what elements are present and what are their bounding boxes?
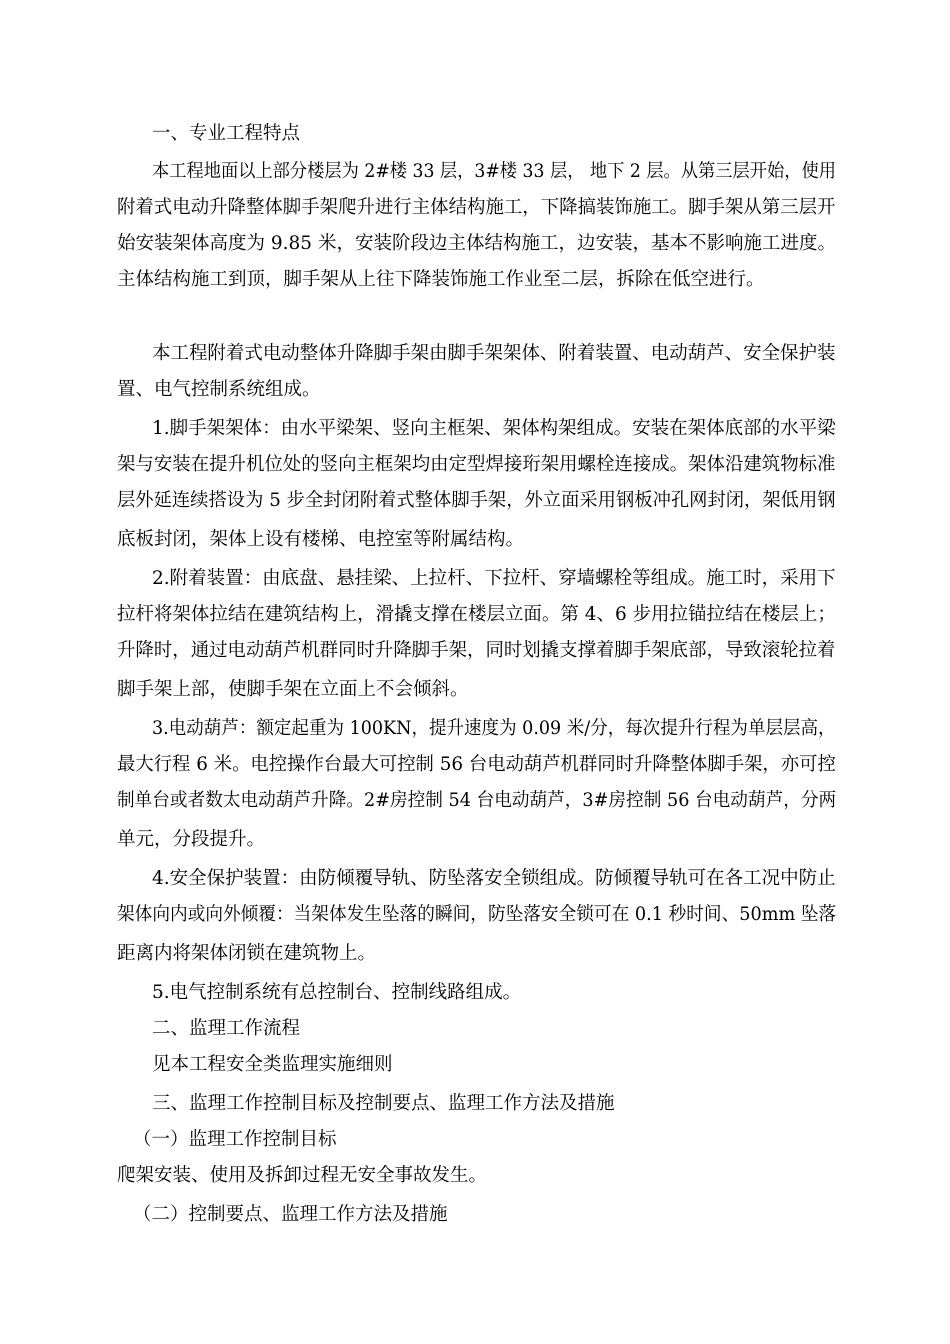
para-1-line-1: 本工程地面以上部分楼层为 2#楼 33 层，3#楼 33 层， 地下 2 层。从第三层开始，使用 (152, 161, 836, 182)
item-3-line-1: 3.电动葫芦：额定起重为 100KN，提升速度为 0.09 米/分，每次提升行程为单层层高， (152, 718, 836, 739)
para-1-line-3: 始安装架体高度为 9.85 米，安装阶段边主体结构施工，边安装，基本不影响施工进度。 (117, 233, 836, 254)
para-1-line-2: 附着式电动升降整体脚手架爬升进行主体结构施工，下降搞装饰施工。脚手架从第三层开 (117, 197, 836, 218)
item-2-line-2: 拉杆将架体拉结在建筑结构上，滑撬支撑在楼层立面。第 4、6 步用拉锚拉结在楼层上； (117, 604, 836, 625)
item-4-line-3: 距离内将架体闭锁在建筑物上。 (117, 943, 377, 964)
subheading-3-1: （一）监理工作控制目标 (133, 1129, 337, 1150)
item-2-line-1: 2.附着装置：由底盘、悬挂梁、上拉杆、下拉杆、穿墙螺栓等组成。施工时，采用下 (152, 568, 836, 589)
heading-3: 三、监理工作控制目标及控制要点、监理工作方法及措施 (152, 1093, 615, 1114)
para-1-line-4: 主体结构施工到顶，脚手架从上往下降装饰施工作业至二层，拆除在低空进行。 (117, 269, 765, 290)
item-1-line-3: 层外延连续搭设为 5 步全封闭附着式整体脚手架，外立面采用钢板冲孔网封闭，架低用钢 (117, 490, 836, 511)
subheading-3-1-body: 爬架安装、使用及拆卸过程无安全事故发生。 (117, 1165, 488, 1186)
item-5-line-1: 5.电气控制系统有总控制台、控制线路组成。 (152, 982, 522, 1003)
item-1-line-1: 1.脚手架架体：由水平梁架、竖向主框架、架体构架组成。安装在架体底部的水平梁 (152, 418, 836, 439)
subheading-3-2: （二）控制要点、监理工作方法及措施 (133, 1204, 448, 1225)
item-1-line-2: 架与安装在提升机位处的竖向主框架均由定型焊接珩架用螺栓连接成。架体沿建筑物标准 (117, 454, 836, 475)
item-2-line-4: 脚手架上部，使脚手架在立面上不会倾斜。 (117, 679, 469, 700)
item-3-line-4: 单元，分段提升。 (117, 829, 266, 850)
item-4-line-1: 4.安全保护装置：由防倾覆导轨、防坠落安全锁组成。防倾覆导轨可在各工况中防止 (152, 868, 836, 889)
item-4-line-2: 架体向内或向外倾覆：当架体发生坠落的瞬间，防坠落安全锁可在 0.1 秒时间、50mm 坠落 (117, 904, 837, 925)
item-3-line-3: 制单台或者数太电动葫芦升降。2#房控制 54 台电动葫芦，3#房控制 56 台电动葫芦，分两 (117, 790, 837, 811)
heading-2: 二、监理工作流程 (152, 1018, 301, 1039)
heading-2-body: 见本工程安全类监理实施细则 (152, 1054, 393, 1075)
item-1-line-4: 底板封闭，架体上设有楼梯、电控室等附属结构。 (117, 529, 525, 550)
para-2-line-2: 置、电气控制系统组成。 (117, 379, 321, 400)
item-2-line-3: 升降时，通过电动葫芦机群同时升降脚手架，同时划撬支撑着脚手架底部，导致滚轮拉着 (117, 640, 836, 661)
item-3-line-2: 最大行程 6 米。电控操作台最大可控制 56 台电动葫芦机群同时升降整体脚手架，亦可控 (117, 754, 836, 775)
heading-1: 一、专业工程特点 (152, 123, 301, 144)
para-2-line-1: 本工程附着式电动整体升降脚手架由脚手架架体、附着装置、电动葫芦、安全保护装 (152, 343, 836, 364)
